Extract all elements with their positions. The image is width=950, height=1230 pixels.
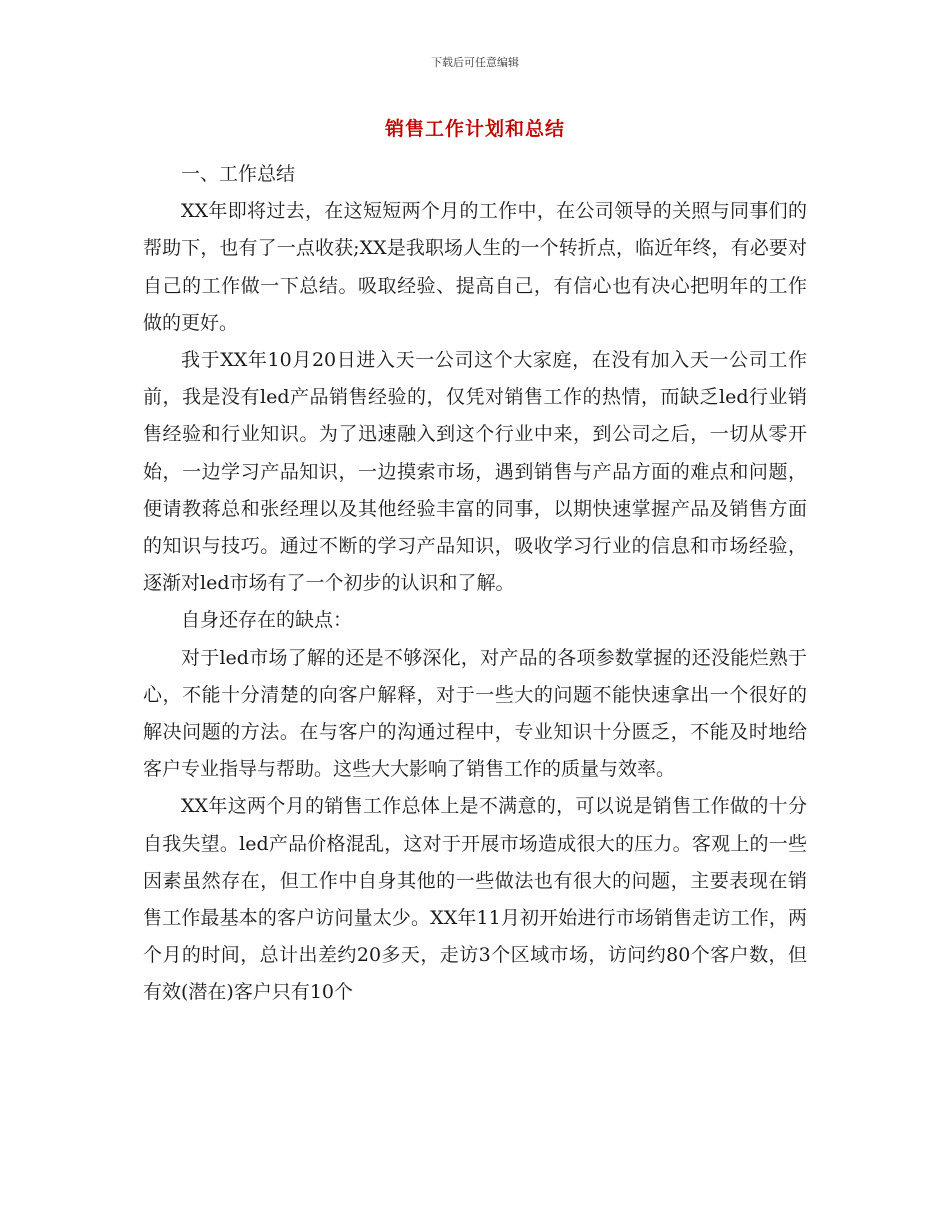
paragraph-joining: 我于XX年10月20日进入天一公司这个大家庭，在没有加入天一公司工作前，我是没有led产品销售经验的，仅凭对销售工作的热情，而缺乏led行业销售经验和行业知识。为了迅速融入到这个行业中来，到公司之后，一切从零开始，一边学习产品知识，一边摸索市场，遇到销售与产品方面的难点和问题，便请教蒋总和张经理以及其他经验丰富的同事，以期快速掌握产品及销售方面的知识与技巧。通过不断的学习产品知识，吸收学习行业的信息和市场经验，逐渐对led市场有了一个初步的认识和了解。 <box>143 349 807 595</box>
document-body <box>143 156 807 1012</box>
document-title: 销售工作计划和总结 <box>384 118 565 140</box>
paragraph-intro: XX年即将过去，在这短短两个月的工作中，在公司领导的关照与同事们的帮助下，也有了一点收获;XX是我职场人生的一个转折点，临近年终，有必要对自己的工作做一下总结。吸取经验、提高自己，有信心也有决心把明年的工作做的更好。 <box>143 200 807 334</box>
section-heading: 一、工作总结 <box>181 163 296 185</box>
paragraph-sales-review: XX年这两个月的销售工作总体上是不满意的，可以说是销售工作做的十分自我失望。led产品价格混乱，这对于开展市场造成很大的压力。客观上的一些因素虽然存在，但工作中自身其他的一些做法也有很大的问题，主要表现在销售工作最基本的客户访问量太少。XX年11月初开始进行市场销售走访工作，两个月的时间，总计出差约20多天，走访3个区域市场，访问约80个客户数，但有效(潜在)客户只有10个 <box>143 795 807 1004</box>
header-note: 下载后可任意编辑 <box>431 56 519 69</box>
paragraph-shortcomings: 对于led市场了解的还是不够深化，对产品的各项参数掌握的还没能烂熟于心，不能十分清楚的向客户解释，对于一些大的问题不能快速拿出一个很好的解决问题的方法。在与客户的沟通过程中，专业知识十分匮乏，不能及时地给客户专业指导与帮助。这些大大影响了销售工作的质量与效率。 <box>143 646 807 781</box>
subheading-shortcomings: 自身还存在的缺点： <box>181 609 353 632</box>
